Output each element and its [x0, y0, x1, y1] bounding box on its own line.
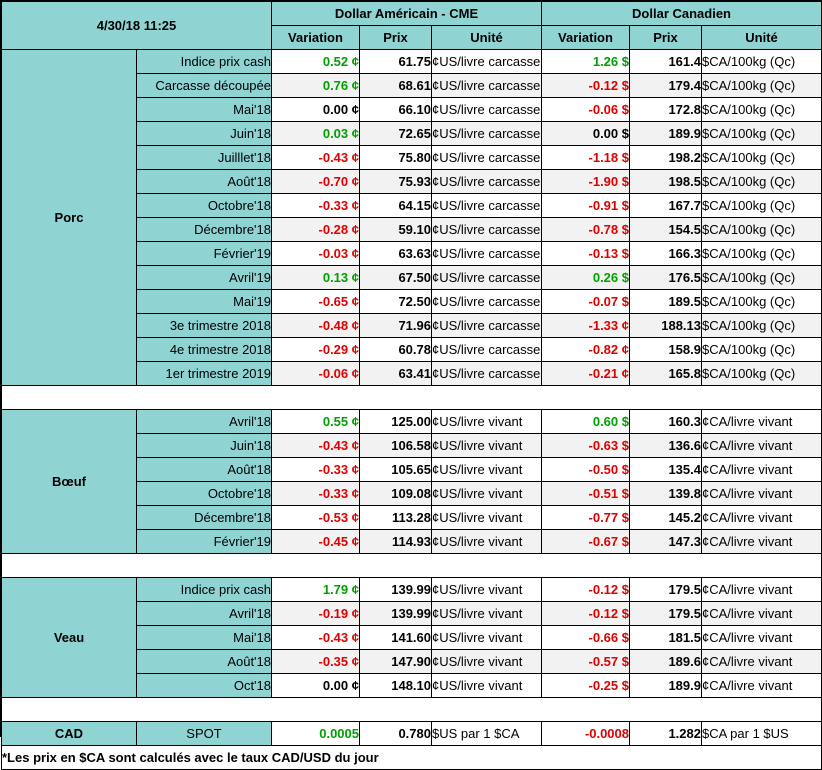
- group-spacer: [2, 554, 822, 578]
- row-label: Février'19: [137, 530, 272, 554]
- cad-price: 198.5: [630, 170, 702, 194]
- row-label: Avril'19: [137, 266, 272, 290]
- cad-price: 181.5: [630, 626, 702, 650]
- usd-unit: ¢US/livre vivant: [432, 458, 542, 482]
- usd-price: 63.63: [360, 242, 432, 266]
- usd-unit: ¢US/livre carcasse: [432, 266, 542, 290]
- cad-price: 135.4: [630, 458, 702, 482]
- cad-variation-header: Variation: [542, 26, 630, 50]
- usd-prix-header: Prix: [360, 26, 432, 50]
- row-label: Juin'18: [137, 434, 272, 458]
- row-label: Mai'18: [137, 98, 272, 122]
- cad-unit: ¢CA/livre vivant: [702, 578, 822, 602]
- usd-variation: 0.13 ¢: [272, 266, 360, 290]
- usd-unit: ¢US/livre vivant: [432, 482, 542, 506]
- cad-unit: $CA/100kg (Qc): [702, 218, 822, 242]
- cad-variation: -0.63 $: [542, 434, 630, 458]
- row-label: Décembre'18: [137, 506, 272, 530]
- row-label: Octobre'18: [137, 194, 272, 218]
- usd-unit: ¢US/livre vivant: [432, 626, 542, 650]
- row-label: Août'18: [137, 170, 272, 194]
- cad-unit: ¢CA/livre vivant: [702, 650, 822, 674]
- usd-variation: 0.00 ¢: [272, 98, 360, 122]
- usd-variation: -0.43 ¢: [272, 626, 360, 650]
- usd-price: 125.00: [360, 410, 432, 434]
- cad-price: 154.5: [630, 218, 702, 242]
- usd-unit: ¢US/livre vivant: [432, 530, 542, 554]
- cad-price: 160.3: [630, 410, 702, 434]
- cad-cad-unit: $CA par 1 $US: [702, 722, 822, 746]
- cad-price: 139.8: [630, 482, 702, 506]
- row-label: Juilllet'18: [137, 146, 272, 170]
- usd-price: 72.50: [360, 290, 432, 314]
- market-prices-table: [1, 1, 822, 770]
- usd-variation: -0.45 ¢: [272, 530, 360, 554]
- cad-variation: -0.57 $: [542, 650, 630, 674]
- row-label: 3e trimestre 2018: [137, 314, 272, 338]
- usd-unit: ¢US/livre carcasse: [432, 50, 542, 74]
- row-label: Carcasse découpée: [137, 74, 272, 98]
- footnote-text: *Les prix en $CA sont calculés avec le taux CAD/USD du jour: [2, 746, 822, 770]
- row-label: Avril'18: [137, 602, 272, 626]
- cad-variation: -0.21 ¢: [542, 362, 630, 386]
- usd-price: 105.65: [360, 458, 432, 482]
- usd-variation: -0.33 ¢: [272, 194, 360, 218]
- usd-variation: -0.33 ¢: [272, 458, 360, 482]
- cad-variation: -1.90 $: [542, 170, 630, 194]
- cad-variation: -1.33 ¢: [542, 314, 630, 338]
- row-label: Mai'18: [137, 626, 272, 650]
- usd-unit: ¢US/livre carcasse: [432, 314, 542, 338]
- usd-variation-header: Variation: [272, 26, 360, 50]
- cad-unit: ¢CA/livre vivant: [702, 602, 822, 626]
- cad-price: 172.8: [630, 98, 702, 122]
- usd-variation: -0.29 ¢: [272, 338, 360, 362]
- usd-unit: ¢US/livre vivant: [432, 578, 542, 602]
- cad-price: 166.3: [630, 242, 702, 266]
- usd-price: 68.61: [360, 74, 432, 98]
- row-label: Décembre'18: [137, 218, 272, 242]
- cad-price: 167.7: [630, 194, 702, 218]
- usd-price: 113.28: [360, 506, 432, 530]
- cad-variation: 1.26 $: [542, 50, 630, 74]
- usd-unit: ¢US/livre carcasse: [432, 74, 542, 98]
- cad-unit: ¢CA/livre vivant: [702, 458, 822, 482]
- cad-unit: ¢CA/livre vivant: [702, 626, 822, 650]
- cad-unite-header: Unité: [702, 26, 822, 50]
- cad-price: 189.9: [630, 674, 702, 698]
- usd-variation: 0.03 ¢: [272, 122, 360, 146]
- cad-usd-variation: 0.0005: [272, 722, 360, 746]
- usd-unit: ¢US/livre vivant: [432, 434, 542, 458]
- cad-unit: $CA/100kg (Qc): [702, 242, 822, 266]
- usd-unit: ¢US/livre carcasse: [432, 218, 542, 242]
- usd-unit: ¢US/livre carcasse: [432, 290, 542, 314]
- cad-variation: 0.00 $: [542, 122, 630, 146]
- cad-variation: -0.25 $: [542, 674, 630, 698]
- cad-variation: -0.50 $: [542, 458, 630, 482]
- usd-unit: ¢US/livre vivant: [432, 602, 542, 626]
- cad-unit: $CA/100kg (Qc): [702, 314, 822, 338]
- cad-variation: -0.67 $: [542, 530, 630, 554]
- usd-variation: -0.35 ¢: [272, 650, 360, 674]
- usd-group-title: Dollar Américain - CME: [272, 2, 542, 26]
- cad-price: 198.2: [630, 146, 702, 170]
- usd-price: 114.93: [360, 530, 432, 554]
- usd-variation: 0.55 ¢: [272, 410, 360, 434]
- row-label: Indice prix cash: [137, 50, 272, 74]
- usd-price: 139.99: [360, 578, 432, 602]
- usd-variation: -0.65 ¢: [272, 290, 360, 314]
- cad-unit: $CA/100kg (Qc): [702, 122, 822, 146]
- cad-variation: -0.06 $: [542, 98, 630, 122]
- usd-price: 61.75: [360, 50, 432, 74]
- usd-unit: ¢US/livre carcasse: [432, 122, 542, 146]
- group-name-bœuf: Bœuf: [2, 410, 137, 554]
- row-label: Avril'18: [137, 410, 272, 434]
- usd-unit: ¢US/livre vivant: [432, 650, 542, 674]
- cad-price: 165.8: [630, 362, 702, 386]
- cad-variation: -0.13 $: [542, 242, 630, 266]
- usd-unit: ¢US/livre carcasse: [432, 98, 542, 122]
- row-label: Oct'18: [137, 674, 272, 698]
- cad-variation: -0.66 $: [542, 626, 630, 650]
- cad-price: 176.5: [630, 266, 702, 290]
- usd-price: 75.93: [360, 170, 432, 194]
- cad-variation: -0.77 $: [542, 506, 630, 530]
- cad-unit: $CA/100kg (Qc): [702, 50, 822, 74]
- usd-variation: -0.43 ¢: [272, 146, 360, 170]
- footnote-row: [2, 746, 822, 770]
- cad-variation: -0.91 $: [542, 194, 630, 218]
- usd-variation: 0.76 ¢: [272, 74, 360, 98]
- table-row: [2, 578, 822, 602]
- cad-unit: $CA/100kg (Qc): [702, 146, 822, 170]
- cad-row-label: SPOT: [137, 722, 272, 746]
- cad-unit: $CA/100kg (Qc): [702, 266, 822, 290]
- cad-usd-price: 0.780: [360, 722, 432, 746]
- table-row: [2, 410, 822, 434]
- usd-unit: ¢US/livre carcasse: [432, 170, 542, 194]
- cad-unit: $CA/100kg (Qc): [702, 290, 822, 314]
- cad-price: 145.2: [630, 506, 702, 530]
- row-label: 4e trimestre 2018: [137, 338, 272, 362]
- cad-row: [2, 722, 822, 746]
- cad-unit: $CA/100kg (Qc): [702, 74, 822, 98]
- cad-price: 158.9: [630, 338, 702, 362]
- group-name-porc: Porc: [2, 50, 137, 386]
- cad-unit: ¢CA/livre vivant: [702, 530, 822, 554]
- usd-price: 106.58: [360, 434, 432, 458]
- cad-price: 188.13: [630, 314, 702, 338]
- usd-variation: -0.43 ¢: [272, 434, 360, 458]
- cad-unit: $CA/100kg (Qc): [702, 194, 822, 218]
- usd-price: 71.96: [360, 314, 432, 338]
- usd-price: 75.80: [360, 146, 432, 170]
- cad-group-title: Dollar Canadien: [542, 2, 822, 26]
- row-label: Août'18: [137, 650, 272, 674]
- cad-label: CAD: [2, 722, 137, 746]
- table-row: [2, 50, 822, 74]
- cad-price: 136.6: [630, 434, 702, 458]
- group-name-veau: Veau: [2, 578, 137, 698]
- usd-price: 59.10: [360, 218, 432, 242]
- usd-unit: ¢US/livre carcasse: [432, 362, 542, 386]
- usd-variation: 0.52 ¢: [272, 50, 360, 74]
- cad-variation: 0.26 $: [542, 266, 630, 290]
- usd-variation: -0.33 ¢: [272, 482, 360, 506]
- cad-variation: -0.78 $: [542, 218, 630, 242]
- usd-price: 64.15: [360, 194, 432, 218]
- row-label: Octobre'18: [137, 482, 272, 506]
- cad-price: 189.5: [630, 290, 702, 314]
- cad-unit: ¢CA/livre vivant: [702, 434, 822, 458]
- usd-variation: 0.00 ¢: [272, 674, 360, 698]
- usd-unit: ¢US/livre vivant: [432, 410, 542, 434]
- usd-unite-header: Unité: [432, 26, 542, 50]
- usd-price: 72.65: [360, 122, 432, 146]
- cad-unit: ¢CA/livre vivant: [702, 506, 822, 530]
- row-label: Indice prix cash: [137, 578, 272, 602]
- usd-price: 60.78: [360, 338, 432, 362]
- usd-price: 141.60: [360, 626, 432, 650]
- cad-variation: -1.18 $: [542, 146, 630, 170]
- usd-price: 109.08: [360, 482, 432, 506]
- usd-price: 139.99: [360, 602, 432, 626]
- report-date: 4/30/18 11:25: [2, 2, 272, 50]
- usd-unit: ¢US/livre carcasse: [432, 146, 542, 170]
- usd-price: 63.41: [360, 362, 432, 386]
- cad-usd-unit: $US par 1 $CA: [432, 722, 542, 746]
- cad-price: 189.6: [630, 650, 702, 674]
- usd-unit: ¢US/livre vivant: [432, 674, 542, 698]
- cad-unit: $CA/100kg (Qc): [702, 170, 822, 194]
- usd-price: 148.10: [360, 674, 432, 698]
- usd-unit: ¢US/livre carcasse: [432, 194, 542, 218]
- row-label: Juin'18: [137, 122, 272, 146]
- cad-cad-variation: -0.0008: [542, 722, 630, 746]
- cad-prix-header: Prix: [630, 26, 702, 50]
- usd-unit: ¢US/livre vivant: [432, 506, 542, 530]
- group-spacer: [2, 698, 822, 722]
- usd-unit: ¢US/livre carcasse: [432, 338, 542, 362]
- usd-variation: -0.48 ¢: [272, 314, 360, 338]
- cad-variation: -0.12 $: [542, 74, 630, 98]
- cad-cad-price: 1.282: [630, 722, 702, 746]
- cad-unit: $CA/100kg (Qc): [702, 98, 822, 122]
- usd-variation: -0.06 ¢: [272, 362, 360, 386]
- row-label: 1er trimestre 2019: [137, 362, 272, 386]
- cad-variation: 0.60 $: [542, 410, 630, 434]
- usd-variation: -0.19 ¢: [272, 602, 360, 626]
- cad-unit: $CA/100kg (Qc): [702, 338, 822, 362]
- usd-unit: ¢US/livre carcasse: [432, 242, 542, 266]
- cad-variation: -0.12 $: [542, 578, 630, 602]
- cad-unit: ¢CA/livre vivant: [702, 674, 822, 698]
- cad-price: 189.9: [630, 122, 702, 146]
- cad-variation: -0.12 $: [542, 602, 630, 626]
- cad-unit: $CA/100kg (Qc): [702, 362, 822, 386]
- cad-unit: ¢CA/livre vivant: [702, 410, 822, 434]
- usd-variation: -0.28 ¢: [272, 218, 360, 242]
- cad-variation: -0.07 $: [542, 290, 630, 314]
- row-label: Août'18: [137, 458, 272, 482]
- group-spacer: [2, 386, 822, 410]
- usd-price: 66.10: [360, 98, 432, 122]
- cad-variation: -0.82 ¢: [542, 338, 630, 362]
- cad-price: 161.4: [630, 50, 702, 74]
- cad-variation: -0.51 $: [542, 482, 630, 506]
- header-title-row: [2, 2, 822, 26]
- cad-unit: ¢CA/livre vivant: [702, 482, 822, 506]
- cad-price: 179.5: [630, 602, 702, 626]
- cad-price: 179.4: [630, 74, 702, 98]
- row-label: Février'19: [137, 242, 272, 266]
- usd-variation: 1.79 ¢: [272, 578, 360, 602]
- usd-variation: -0.70 ¢: [272, 170, 360, 194]
- row-label: Mai'19: [137, 290, 272, 314]
- usd-price: 147.90: [360, 650, 432, 674]
- usd-price: 67.50: [360, 266, 432, 290]
- cad-price: 147.3: [630, 530, 702, 554]
- usd-variation: -0.03 ¢: [272, 242, 360, 266]
- cad-price: 179.5: [630, 578, 702, 602]
- usd-variation: -0.53 ¢: [272, 506, 360, 530]
